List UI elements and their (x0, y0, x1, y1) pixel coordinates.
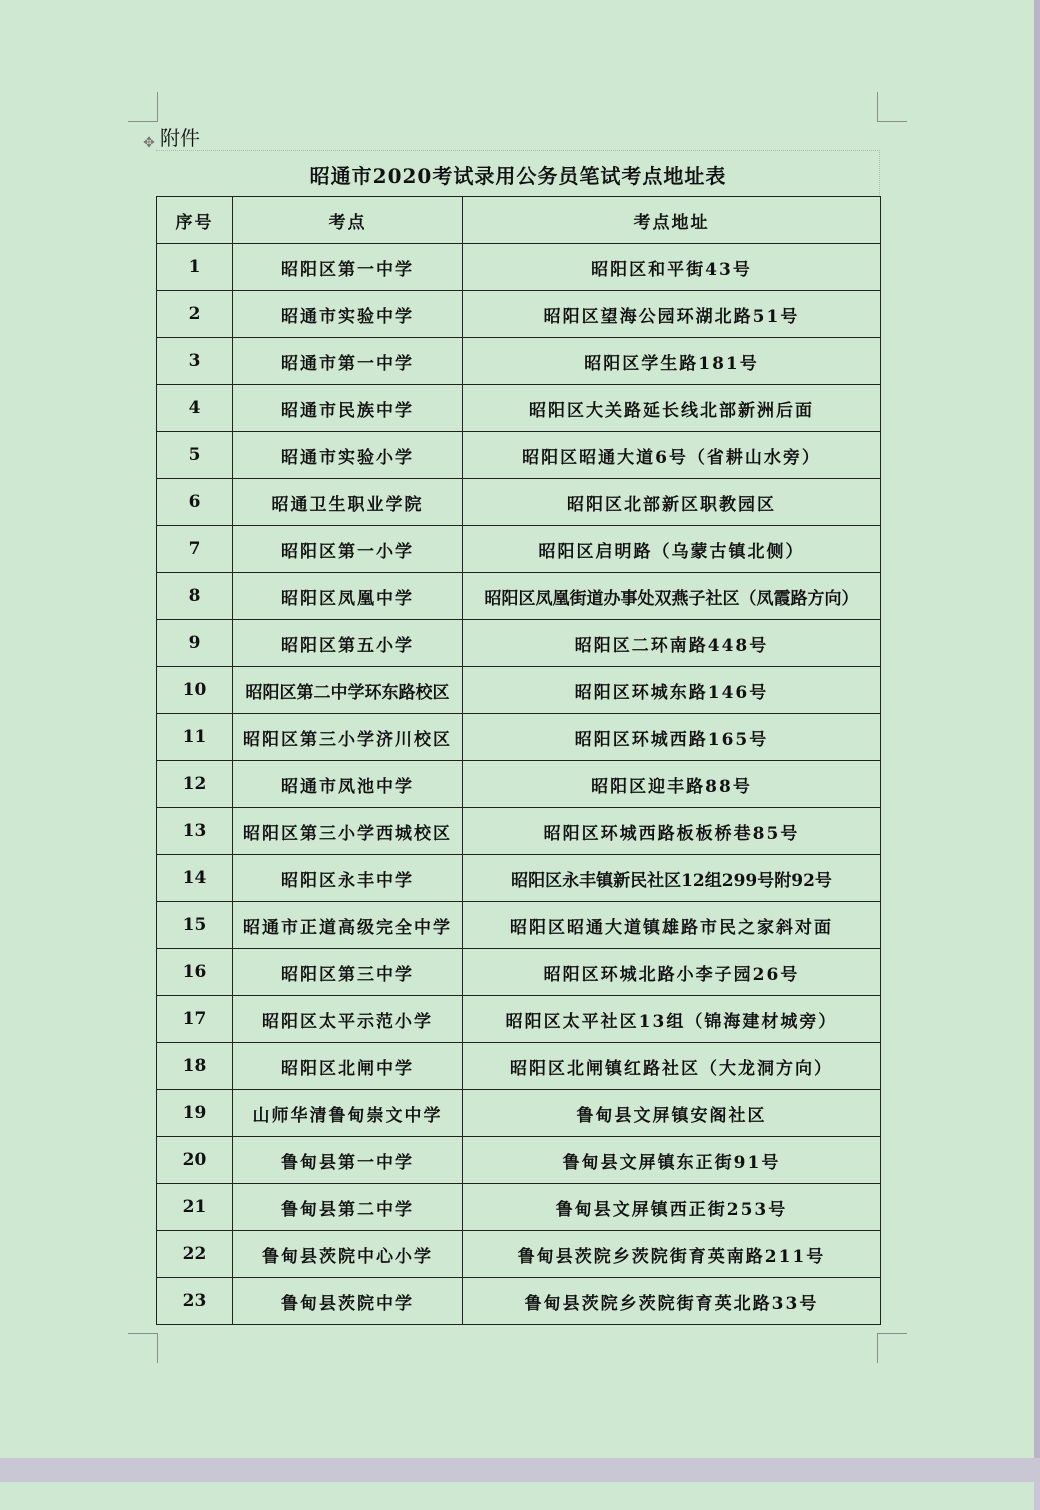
row-number: 2 (157, 291, 233, 338)
row-address: 昭阳区和平街43号 (463, 244, 881, 291)
row-number: 16 (157, 949, 233, 996)
table-row (157, 667, 881, 714)
row-site: 鲁甸县茨院中心小学 (233, 1231, 463, 1278)
table-row (157, 385, 881, 432)
crop-mark-bottom-left-h (128, 1333, 158, 1334)
crop-mark-bottom-right-h (877, 1333, 907, 1334)
table-row (157, 808, 881, 855)
table-row (157, 526, 881, 573)
row-address: 昭阳区太平社区13组（锦海建材城旁） (463, 996, 881, 1043)
header-site: 考点 (233, 197, 463, 244)
row-site: 昭通市实验小学 (233, 432, 463, 479)
move-handle-icon[interactable]: ✥ (143, 135, 155, 151)
crop-mark-top-right-v (877, 92, 878, 122)
row-address: 鲁甸县文屏镇安阁社区 (463, 1090, 881, 1137)
row-number: 3 (157, 338, 233, 385)
row-site: 鲁甸县第一中学 (233, 1137, 463, 1184)
table-title: 昭通市2020考试录用公务员笔试考点地址表 (309, 164, 727, 188)
row-number: 6 (157, 479, 233, 526)
row-number: 1 (157, 244, 233, 291)
row-number: 12 (157, 761, 233, 808)
row-address: 昭阳区迎丰路88号 (463, 761, 881, 808)
row-site: 昭阳区北闸中学 (233, 1043, 463, 1090)
table-row (157, 1137, 881, 1184)
row-site: 昭通市第一中学 (233, 338, 463, 385)
row-number: 4 (157, 385, 233, 432)
row-site: 昭阳区第三小学西城校区 (233, 808, 463, 855)
table-row (157, 573, 881, 620)
row-address: 昭阳区学生路181号 (463, 338, 881, 385)
row-address: 昭阳区昭通大道镇雄路市民之家斜对面 (463, 902, 881, 949)
row-address: 昭阳区二环南路448号 (463, 620, 881, 667)
row-site: 昭通卫生职业学院 (233, 479, 463, 526)
row-address: 鲁甸县文屏镇西正街253号 (463, 1184, 881, 1231)
row-number: 11 (157, 714, 233, 761)
row-site: 昭阳区凤凰中学 (233, 573, 463, 620)
row-address: 昭阳区环城东路146号 (463, 667, 881, 714)
row-site: 昭阳区第三小学济川校区 (233, 714, 463, 761)
row-number: 21 (157, 1184, 233, 1231)
table-row (157, 855, 881, 902)
row-site: 鲁甸县茨院中学 (233, 1278, 463, 1325)
table-row (157, 714, 881, 761)
table-row (157, 244, 881, 291)
row-address: 鲁甸县茨院乡茨院街育英南路211号 (463, 1231, 881, 1278)
table-row (157, 1184, 881, 1231)
table-row (157, 1090, 881, 1137)
table-row (157, 761, 881, 808)
attachment-label: 附件 (160, 126, 200, 150)
row-site: 昭阳区第三中学 (233, 949, 463, 996)
table-row (157, 432, 881, 479)
row-number: 15 (157, 902, 233, 949)
crop-mark-top-left-h (128, 121, 158, 122)
row-number: 17 (157, 996, 233, 1043)
next-page (0, 1482, 1034, 1510)
row-address: 昭阳区永丰镇新民社区12组299号附92号 (463, 855, 881, 902)
row-address: 昭阳区大关路延长线北部新洲后面 (463, 385, 881, 432)
table-row (157, 902, 881, 949)
page-shadow (1034, 0, 1040, 1458)
table-row (157, 291, 881, 338)
row-address: 昭阳区望海公园环湖北路51号 (463, 291, 881, 338)
row-number: 10 (157, 667, 233, 714)
row-site: 昭通市实验中学 (233, 291, 463, 338)
table-row (157, 1043, 881, 1090)
row-number: 13 (157, 808, 233, 855)
row-site: 鲁甸县第二中学 (233, 1184, 463, 1231)
row-number: 14 (157, 855, 233, 902)
row-address: 鲁甸县茨院乡茨院街育英北路33号 (463, 1278, 881, 1325)
row-number: 9 (157, 620, 233, 667)
table-row (157, 949, 881, 996)
row-address: 鲁甸县文屏镇东正街91号 (463, 1137, 881, 1184)
row-address: 昭阳区北闸镇红路社区（大龙洞方向） (463, 1043, 881, 1090)
row-number: 20 (157, 1137, 233, 1184)
table-row (157, 1278, 881, 1325)
row-address: 昭阳区环城北路小李子园26号 (463, 949, 881, 996)
table-header-row (157, 197, 881, 244)
table-row (157, 620, 881, 667)
row-number: 5 (157, 432, 233, 479)
row-site: 山师华清鲁甸崇文中学 (233, 1090, 463, 1137)
table-row (157, 996, 881, 1043)
row-number: 7 (157, 526, 233, 573)
row-address: 昭阳区北部新区职教园区 (463, 479, 881, 526)
table-row (157, 338, 881, 385)
row-address: 昭阳区环城西路165号 (463, 714, 881, 761)
row-site: 昭阳区太平示范小学 (233, 996, 463, 1043)
row-site: 昭通市凤池中学 (233, 761, 463, 808)
crop-mark-top-right-h (877, 121, 907, 122)
row-address: 昭阳区启明路（乌蒙古镇北侧） (463, 526, 881, 573)
crop-mark-top-left-v (157, 92, 158, 122)
header-address: 考点地址 (463, 197, 881, 244)
header-no: 序号 (157, 197, 233, 244)
row-site: 昭通市正道高级完全中学 (233, 902, 463, 949)
row-address: 昭阳区环城西路板板桥巷85号 (463, 808, 881, 855)
row-site: 昭阳区第一中学 (233, 244, 463, 291)
row-address: 昭阳区凤凰街道办事处双燕子社区（凤霞路方向） (463, 573, 881, 620)
exam-site-table (156, 196, 881, 1325)
row-number: 18 (157, 1043, 233, 1090)
row-address: 昭阳区昭通大道6号（省耕山水旁） (463, 432, 881, 479)
table-row (157, 1231, 881, 1278)
table-row (157, 479, 881, 526)
row-number: 22 (157, 1231, 233, 1278)
row-number: 23 (157, 1278, 233, 1325)
row-number: 8 (157, 573, 233, 620)
row-site: 昭通市民族中学 (233, 385, 463, 432)
row-site: 昭阳区第五小学 (233, 620, 463, 667)
row-site: 昭阳区永丰中学 (233, 855, 463, 902)
crop-mark-bottom-left-v (157, 1333, 158, 1363)
crop-mark-bottom-right-v (877, 1333, 878, 1363)
row-site: 昭阳区第二中学环东路校区 (233, 667, 463, 714)
row-number: 19 (157, 1090, 233, 1137)
row-site: 昭阳区第一小学 (233, 526, 463, 573)
